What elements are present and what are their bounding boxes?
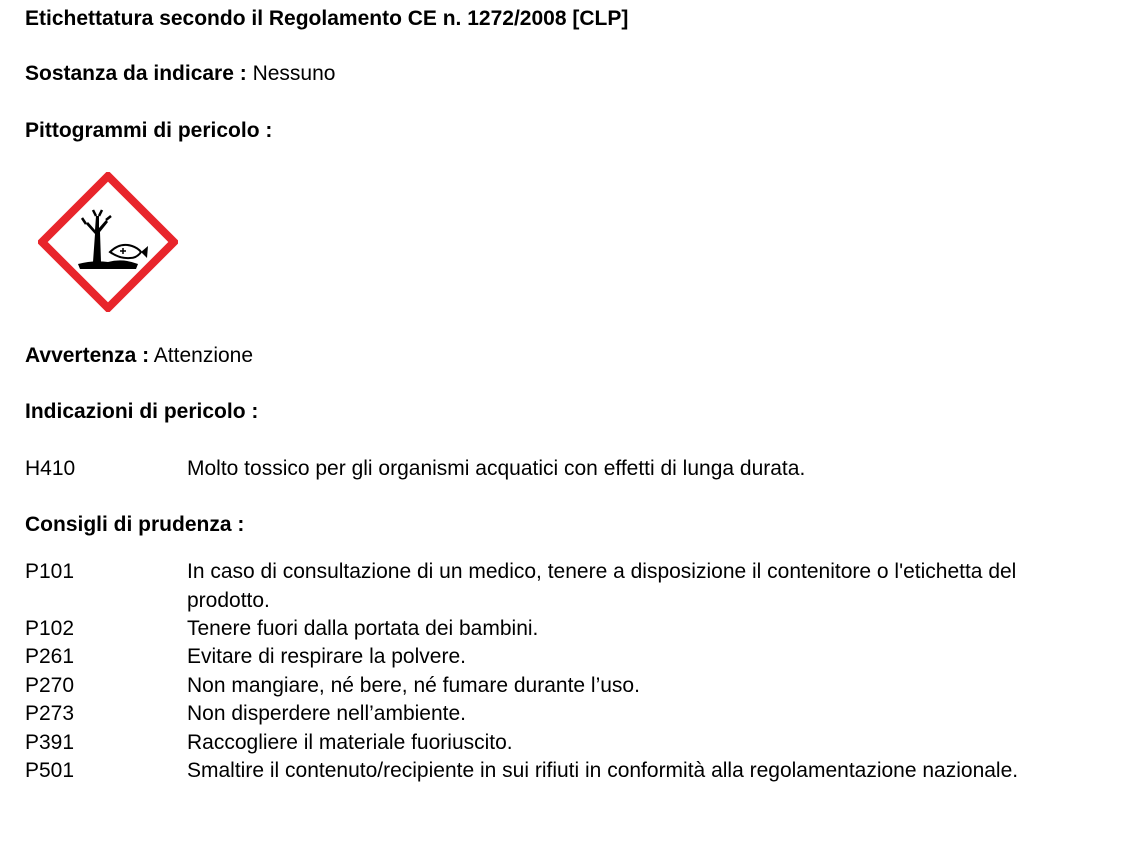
signal-word-line bbox=[25, 342, 253, 370]
pictograms-label: Pittogrammi di pericolo : bbox=[25, 119, 273, 142]
precautionary-code: P391 bbox=[25, 731, 75, 754]
precautionary-code: P273 bbox=[25, 702, 75, 725]
precautionary-text: Non disperdere nell’ambiente. bbox=[187, 702, 466, 725]
signal-word-label: Avvertenza : bbox=[25, 344, 150, 367]
precautionary-statements-label: Consigli di prudenza : bbox=[25, 513, 245, 536]
precautionary-text: Raccogliere il materiale fuoriuscito. bbox=[187, 731, 513, 754]
document-title: Etichettatura secondo il Regolamento CE n. 1272/2008 [CLP] bbox=[25, 7, 629, 30]
precautionary-code: P501 bbox=[25, 759, 75, 782]
substance-line bbox=[25, 60, 335, 88]
substance-label: Sostanza da indicare : bbox=[25, 62, 247, 85]
precautionary-text: Evitare di respirare la polvere. bbox=[187, 645, 466, 668]
precautionary-code: P261 bbox=[25, 645, 75, 668]
substance-value: Nessuno bbox=[252, 62, 336, 85]
precautionary-text: In caso di consultazione di un medico, tenere a disposizione il contenitore o l'etichetta del prodotto. bbox=[187, 560, 1017, 612]
precautionary-code: P270 bbox=[25, 674, 75, 697]
hazard-text: Molto tossico per gli organismi acquatici con effetti di lunga durata. bbox=[187, 457, 806, 480]
environment-hazard-pictogram-icon bbox=[38, 172, 178, 312]
hazard-statements-label: Indicazioni di pericolo : bbox=[25, 400, 259, 423]
precautionary-text: Smaltire il contenuto/recipiente in sui rifiuti in conformità alla regolamentazione nazionale. bbox=[187, 759, 1019, 782]
precautionary-code: P102 bbox=[25, 617, 75, 640]
precautionary-code: P101 bbox=[25, 560, 75, 583]
hazard-code: H410 bbox=[25, 457, 76, 480]
precautionary-text: Tenere fuori dalla portata dei bambini. bbox=[187, 617, 539, 640]
precautionary-text: Non mangiare, né bere, né fumare durante l’uso. bbox=[187, 674, 640, 697]
signal-word-value: Attenzione bbox=[153, 344, 254, 367]
